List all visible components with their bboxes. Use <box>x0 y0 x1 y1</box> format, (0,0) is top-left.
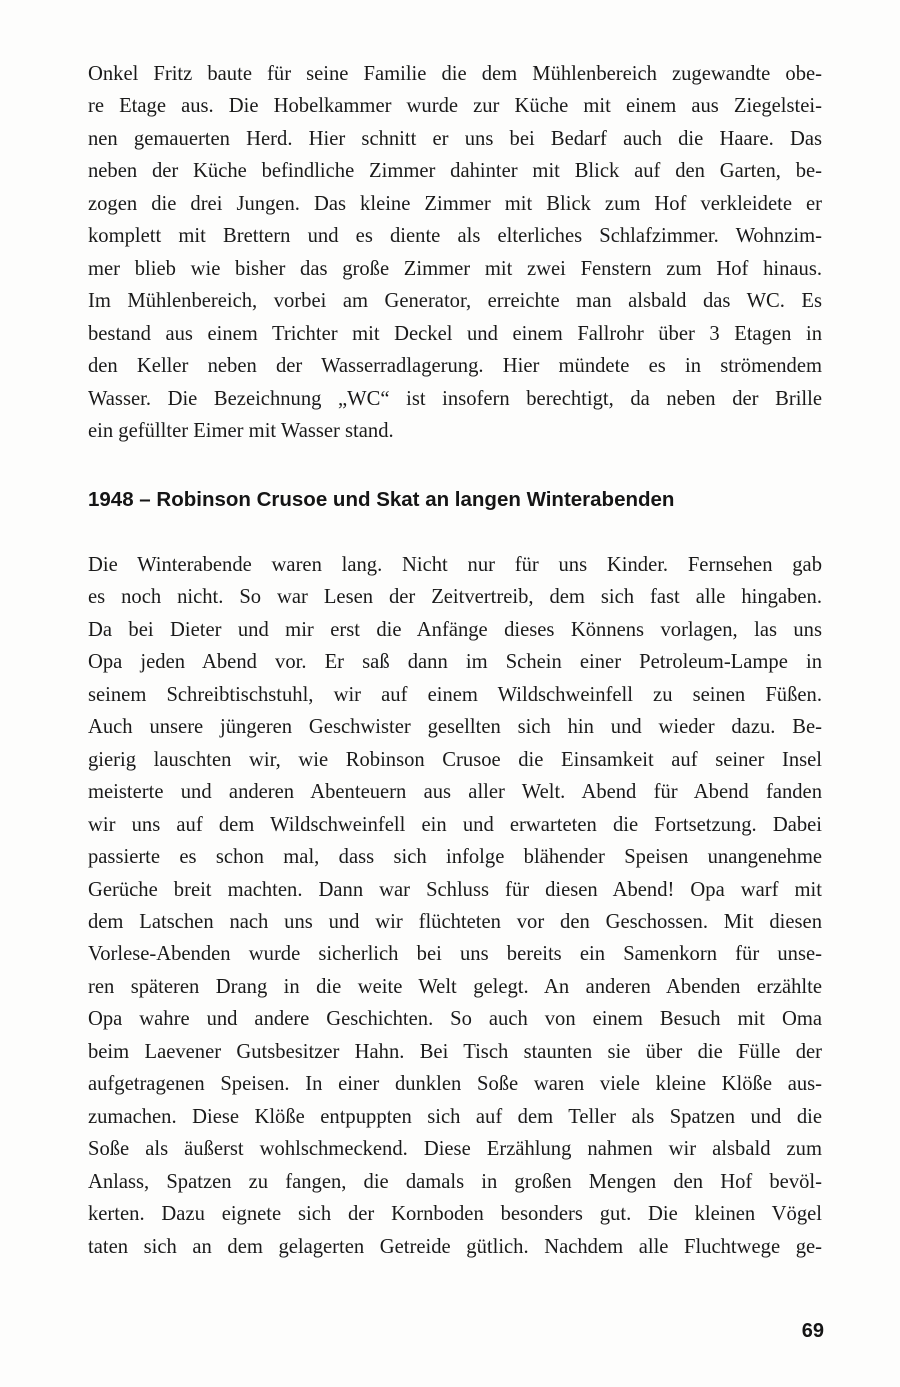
text-line: den Keller neben der Wasserradlagerung. Hier mündete es in strömendem <box>88 355 822 378</box>
text-line: Auch unsere jüngeren Geschwister gesellten sich hin und wieder dazu. Be- <box>88 716 822 739</box>
text-line: Soße als äußerst wohlschmeckend. Diese Erzählung nahmen wir alsbald zum <box>88 1138 822 1161</box>
text-line: passierte es schon mal, dass sich infolge blähender Speisen unangenehme <box>88 846 822 869</box>
paragraph-mill-floor <box>88 58 822 447</box>
text-line: Opa wahre und andere Geschichten. So auch von einem Besuch mit Oma <box>88 1008 822 1031</box>
text-line: seinem Schreibtischstuhl, wir auf einem Wildschweinfell zu seinen Füßen. <box>88 683 822 706</box>
text-line: re Etage aus. Die Hobelkammer wurde zur Küche mit einem aus Ziegelstei- <box>88 95 822 118</box>
text-line: Gerüche breit machten. Dann war Schluss für diesen Abend! Opa warf mit <box>88 878 822 901</box>
text-line: Im Mühlenbereich, vorbei am Generator, erreichte man alsbald das WC. Es <box>88 290 822 313</box>
text-line: zumachen. Diese Klöße entpuppten sich auf dem Teller als Spatzen und die <box>88 1105 822 1128</box>
text-line: beim Laevener Gutsbesitzer Hahn. Bei Tisch staunten sie über die Fülle der <box>88 1040 822 1063</box>
text-line: zogen die drei Jungen. Das kleine Zimmer mit Blick zum Hof verkleidete er <box>88 192 822 215</box>
section-heading: 1948 – Robinson Crusoe und Skat an langen Winterabenden <box>88 488 675 511</box>
paragraph-winter-evenings <box>88 549 822 1263</box>
text-line: Onkel Fritz baute für seine Familie die dem Mühlenbereich zugewandte obe- <box>88 63 822 85</box>
text-line: ein gefüllter Eimer mit Wasser stand. <box>88 419 394 442</box>
text-line: nen gemauerten Herd. Hier schnitt er uns bei Bedarf auch die Haare. Das <box>88 127 822 150</box>
text-line: mer blieb wie bisher das große Zimmer mit zwei Fenstern zum Hof hinaus. <box>88 257 822 280</box>
text-line: meisterte und anderen Abenteuern aus aller Welt. Abend für Abend fanden <box>88 781 822 804</box>
text-line: Opa jeden Abend vor. Er saß dann im Schein einer Petroleum-Lampe in <box>88 651 822 674</box>
text-line: es noch nicht. So war Lesen der Zeitvertreib, dem sich fast alle hingaben. <box>88 586 822 609</box>
text-line: Wasser. Die Bezeichnung „WC“ ist insofern berechtigt, da neben der Brille <box>88 387 822 410</box>
text-line: Da bei Dieter und mir erst die Anfänge dieses Könnens vorlagen, las uns <box>88 618 822 641</box>
text-line: aufgetragenen Speisen. In einer dunklen Soße waren viele kleine Klöße aus- <box>88 1073 822 1096</box>
text-line: Vorlese-Abenden wurde sicherlich bei uns bereits ein Samenkorn für unse- <box>88 943 822 966</box>
text-line: dem Latschen nach uns und wir flüchteten vor den Geschossen. Mit diesen <box>88 910 822 933</box>
page-number: 69 <box>801 1320 824 1342</box>
text-line: wir uns auf dem Wildschweinfell ein und erwarteten die Fortsetzung. Dabei <box>88 813 822 836</box>
text-line: bestand aus einem Trichter mit Deckel und einem Fallrohr über 3 Etagen in <box>88 322 822 345</box>
text-line: Anlass, Spatzen zu fangen, die damals in großen Mengen den Hof bevöl- <box>88 1170 822 1193</box>
text-line: gierig lauschten wir, wie Robinson Crusoe die Einsamkeit auf seiner Insel <box>88 748 822 771</box>
text-line: Die Winterabende waren lang. Nicht nur für uns Kinder. Fernsehen gab <box>88 554 822 576</box>
text-line: kerten. Dazu eignete sich der Kornboden besonders gut. Die kleinen Vögel <box>88 1203 822 1226</box>
text-line: komplett mit Brettern und es diente als elterliches Schlafzimmer. Wohnzim- <box>88 225 822 248</box>
text-line: taten sich an dem gelagerten Getreide gütlich. Nachdem alle Fluchtwege ge- <box>88 1235 822 1258</box>
text-line: ren späteren Drang in die weite Welt gelegt. An anderen Abenden erzählte <box>88 975 822 998</box>
text-line: neben der Küche befindliche Zimmer dahinter mit Blick auf den Garten, be- <box>88 160 822 183</box>
